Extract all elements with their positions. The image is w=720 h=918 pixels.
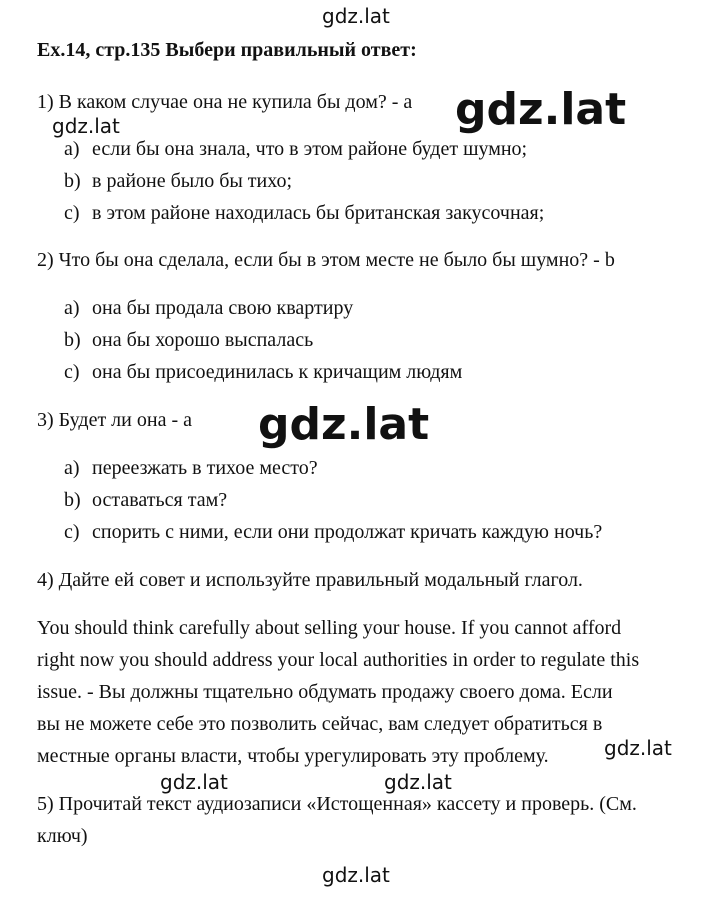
answer-option xyxy=(64,488,227,512)
watermark-bottom: gdz.lat xyxy=(322,863,390,887)
watermark-small: gdz.lat xyxy=(160,770,228,794)
watermark-small: gdz.lat xyxy=(52,114,120,138)
option-text: спорить с ними, если они продолжат кричать каждую ночь? xyxy=(92,521,603,543)
answer-option xyxy=(64,456,318,480)
option-text: она бы присоединилась к кричащим людям xyxy=(92,361,463,383)
watermark-large: gdz.lat xyxy=(258,399,430,450)
answer-line: right now you should address your local authorities in order to regulate this xyxy=(37,649,640,671)
option-letter: b) xyxy=(64,170,81,192)
question-text: 3) Будет ли она - a xyxy=(37,409,192,431)
option-text: если бы она знала, что в этом районе будет шумно; xyxy=(92,138,528,160)
answer-option xyxy=(64,520,602,544)
question-text: 1) В каком случае она не купила бы дом? - a xyxy=(37,91,413,113)
answer-line: You should think carefully about selling your house. If you cannot afford xyxy=(37,617,622,639)
answer-option xyxy=(64,137,527,161)
option-letter: a) xyxy=(64,138,80,160)
option-letter: a) xyxy=(64,457,80,479)
page-title: Ex.14, стр.135 Выбери правильный ответ: xyxy=(37,39,417,61)
question-text: 4) Дайте ей совет и используйте правильный модальный глагол. xyxy=(37,569,583,591)
watermark-top: gdz.lat xyxy=(322,4,390,28)
option-letter: b) xyxy=(64,329,81,351)
question-text: 2) Что бы она сделала, если бы в этом месте не было бы шумно? - b xyxy=(37,249,615,271)
option-text: в этом районе находилась бы британская закусочная; xyxy=(92,202,545,224)
answer-option xyxy=(64,296,353,320)
option-letter: c) xyxy=(64,202,80,224)
option-text: она бы продала свою квартиру xyxy=(92,297,354,319)
answer-option xyxy=(64,360,462,384)
watermark-small: gdz.lat xyxy=(384,770,452,794)
option-text: в районе было бы тихо; xyxy=(92,170,293,192)
option-letter: c) xyxy=(64,521,80,543)
option-letter: c) xyxy=(64,361,80,383)
option-text: переезжать в тихое место? xyxy=(92,457,318,479)
watermark-small: gdz.lat xyxy=(604,736,672,760)
answer-line: местные органы власти, чтобы урегулировать эту проблему. xyxy=(37,745,549,767)
answer-line: issue. - Вы должны тщательно обдумать продажу своего дома. Если xyxy=(37,681,613,703)
answer-option xyxy=(64,169,292,193)
option-text: она бы хорошо выспалась xyxy=(92,329,314,351)
option-letter: b) xyxy=(64,489,81,511)
question-text: 5) Прочитай текст аудиозаписи «Истощенная» кассету и проверь. (См. xyxy=(37,793,637,815)
option-text: оставаться там? xyxy=(92,489,228,511)
answer-option xyxy=(64,201,544,225)
answer-line: вы не можете себе это позволить сейчас, вам следует обратиться в xyxy=(37,713,603,735)
question-text: ключ) xyxy=(37,825,88,847)
option-letter: a) xyxy=(64,297,80,319)
watermark-large: gdz.lat xyxy=(455,84,627,135)
answer-option xyxy=(64,328,313,352)
